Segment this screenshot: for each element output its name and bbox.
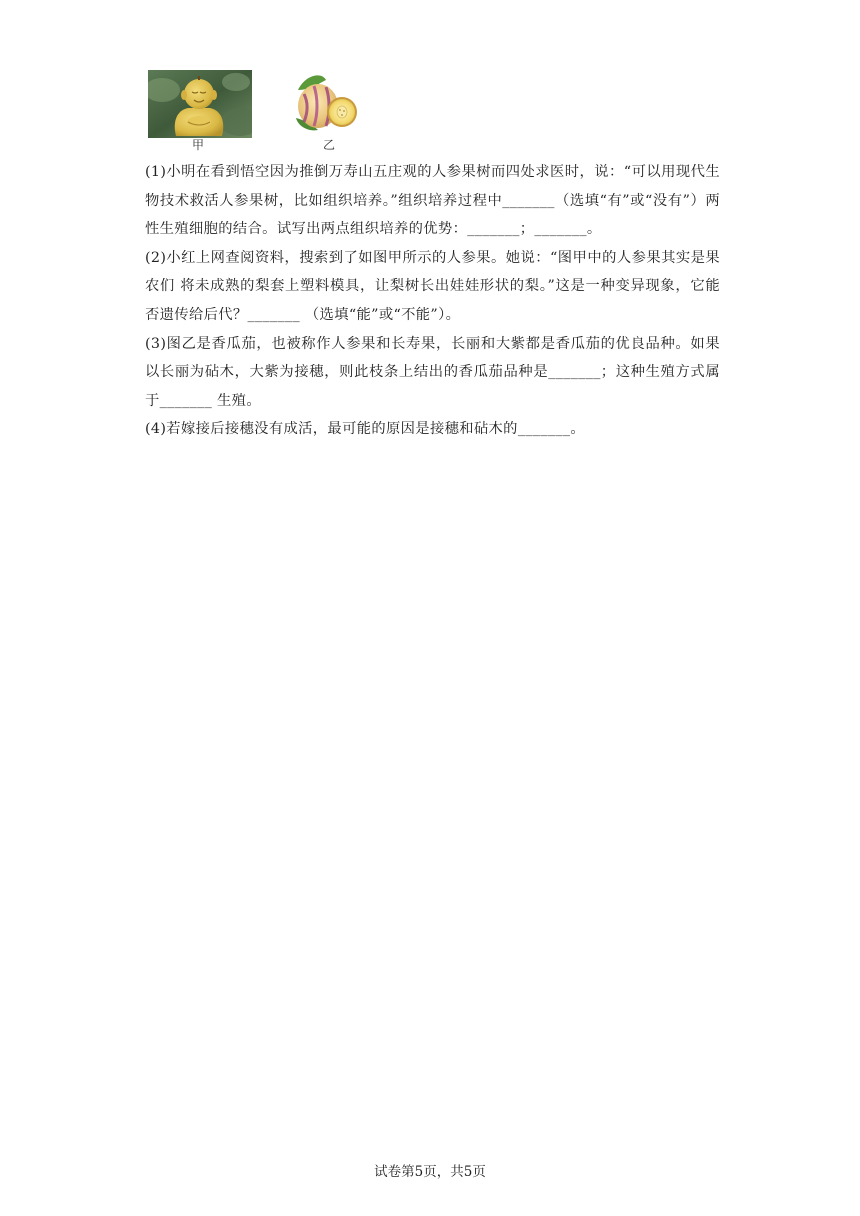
question-4: (4)若嫁接后接穗没有成活，最可能的原因是接穗和砧木的_______。 bbox=[145, 421, 585, 438]
figure-caption-yi: 乙 bbox=[323, 138, 336, 152]
question-block bbox=[145, 158, 720, 444]
question-1: (1)小明在看到悟空因为推倒万寿山五庄观的人参果树而四处求医时，说：“可以用现代生物技术救活人参果树，比如组织培养。”组织培养过程中_______（选填“有”或“没有”）两性生殖细胞的结合。试写出两点组织培养的优势：_______；_______。 bbox=[145, 164, 720, 238]
page-footer: 试卷第5页，共5页 bbox=[374, 1164, 486, 1180]
pepino-melon-image bbox=[288, 70, 364, 138]
question-2: (2)小红上网查阅资料，搜索到了如图甲所示的人参果。她说：“图甲中的人参果其实是果农们 将未成熟的梨套上塑料模具，让梨树长出娃娃形状的梨。”这是一种变异现象，它能否遗传给后代？_______ （选填“能”或“不能”）。 bbox=[145, 249, 720, 323]
figure-group bbox=[148, 70, 388, 154]
figure-caption-jia: 甲 bbox=[192, 138, 205, 152]
question-3: (3)图乙是香瓜茄，也被称作人参果和长寿果，长丽和大紫都是香瓜茄的优良品种。如果以长丽为砧木，大紫为接穗，则此枝条上结出的香瓜茄品种是_______；这种生殖方式属于_______ 生殖。 bbox=[145, 335, 720, 409]
doll-pear-image bbox=[148, 70, 252, 138]
